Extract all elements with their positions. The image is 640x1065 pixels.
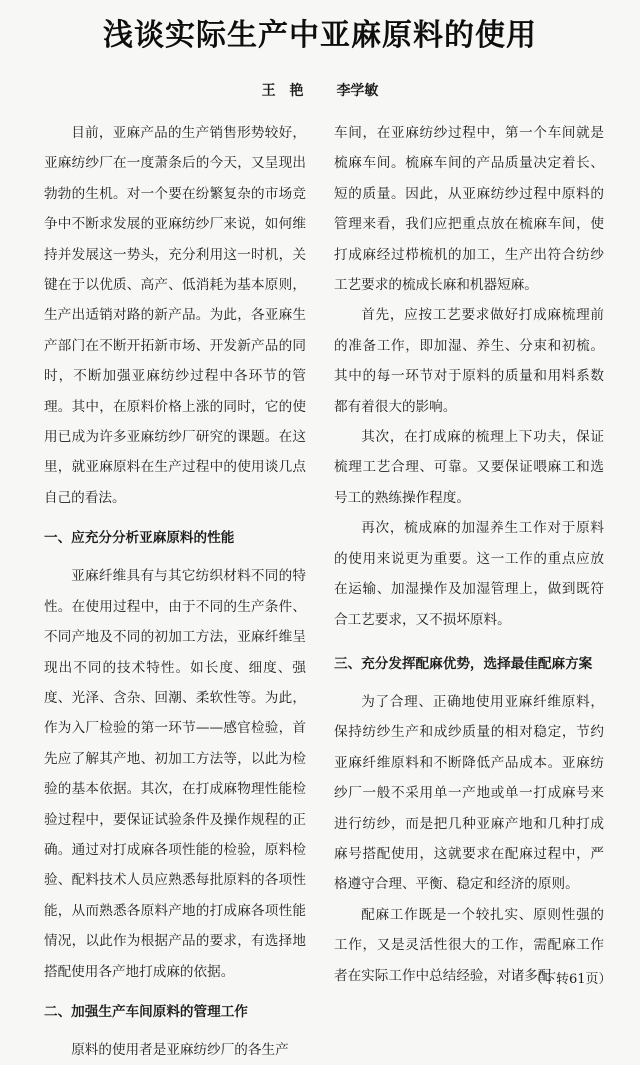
paragraph: 配麻工作既是一个较扎实、原则性强的工作，又是灵活性很大的工作，需配麻工作者在实际工作中总结经验，对诸多配 bbox=[334, 906, 604, 984]
author-2: 李学敏 bbox=[336, 83, 379, 99]
paragraph: 亚麻纤维具有与其它纺织材料不同的特性。在使用过程中，由于不同的生产条件、不同产地及不同的初加工方法，亚麻纤维呈现出不同的技术特性。如长度、细度、强度、光泽、含杂、回潮、柔软性等。为此，作为入厂检验的第一环节——感官检验，首先应了解其产地、初加工方法等，以此为检验的基本依据。其次，在打成麻物理性能检验过程中，要保证试验条件及操作规程的正确。通过对打成麻各项性能的检验，原料检验、配料技术人员应熟悉每批原料的各项性能，从而熟悉各原料产地的打成麻各项性能情况，以此作为根据产品的要求，有选择地搭配使用各产地打成麻的依据。 bbox=[44, 568, 306, 980]
authors bbox=[0, 80, 640, 100]
section-heading-1: 一、应充分分析亚麻原料的性能 bbox=[44, 530, 235, 547]
author-1: 王 艳 bbox=[261, 83, 304, 99]
paragraph: 车间，在亚麻纺纱过程中，第一个车间就是梳麻车间。梳麻车间的产品质量决定着长、短的质量。因此，从亚麻纺纱过程中原料的管理来看，我们应把重点放在梳麻车间，使打成麻经过栉梳机的加工，生产出符合纺纱工艺要求的梳成长麻和机器短麻。 bbox=[334, 125, 604, 294]
section-heading-3: 三、充分发挥配麻优势，选择最佳配麻方案 bbox=[334, 655, 593, 672]
continued-note: （下转61页） bbox=[530, 972, 612, 987]
left-column bbox=[44, 118, 306, 1065]
paragraph: 为了合理、正确地使用亚麻纤维原料，保持纺纱生产和成纱质量的相对稳定，节约亚麻纤维原料和不断降低产品成本。亚麻纺纱厂一般不采用单一产地或单一打成麻号来进行纺纱，而是把几种亚麻产地和几种打成麻号搭配使用，这就要求在配麻过程中，严格遵守合理、平衡、稳定和经济的原则。 bbox=[334, 693, 604, 893]
paragraph: 首先，应按工艺要求做好打成麻梳理前的准备工作，即加湿、养生、分束和初梳。其中的每一环节对于原料的质量和用料系数都有着很大的影响。 bbox=[334, 307, 604, 415]
right-column bbox=[334, 118, 604, 991]
paragraph: 再次，梳成麻的加湿养生工作对于原料的使用来说更为重要。这一工作的重点应放在运输、加湿操作及加湿管理上，做到既符合工艺要求，又不损坏原料。 bbox=[334, 520, 604, 628]
paragraph: 其次，在打成麻的梳理上下功夫，保证梳理工艺合理、可靠。又要保证喂麻工和选号工的熟练操作程度。 bbox=[334, 429, 604, 506]
paragraph: 目前，亚麻产品的生产销售形势较好，亚麻纺纱厂在一度萧条后的今天，又呈现出勃勃的生机。对一个要在纷繁复杂的市场竞争中不断求发展的亚麻纺纱厂来说，如何维持并发展这一势头，充分利用这一时机，关键在于以优质、高产、低消耗为基本原则，生产出适销对路的新产品。为此，各亚麻生产部门在不断开拓新市场、开发新产品的同时，不断加强亚麻纺纱过程中各环节的管理。其中，在原料价格上涨的同时，它的使用已成为许多亚麻纺纱厂研究的课题。在这里，就亚麻原料在生产过程中的使用谈几点自己的看法。 bbox=[44, 125, 306, 506]
article-title: 浅谈实际生产中亚麻原料的使用 bbox=[103, 18, 537, 53]
section-heading-2: 二、加强生产车间原料的管理工作 bbox=[44, 1003, 248, 1020]
paragraph: 原料的使用者是亚麻纺纱厂的各生产 bbox=[71, 1041, 289, 1058]
